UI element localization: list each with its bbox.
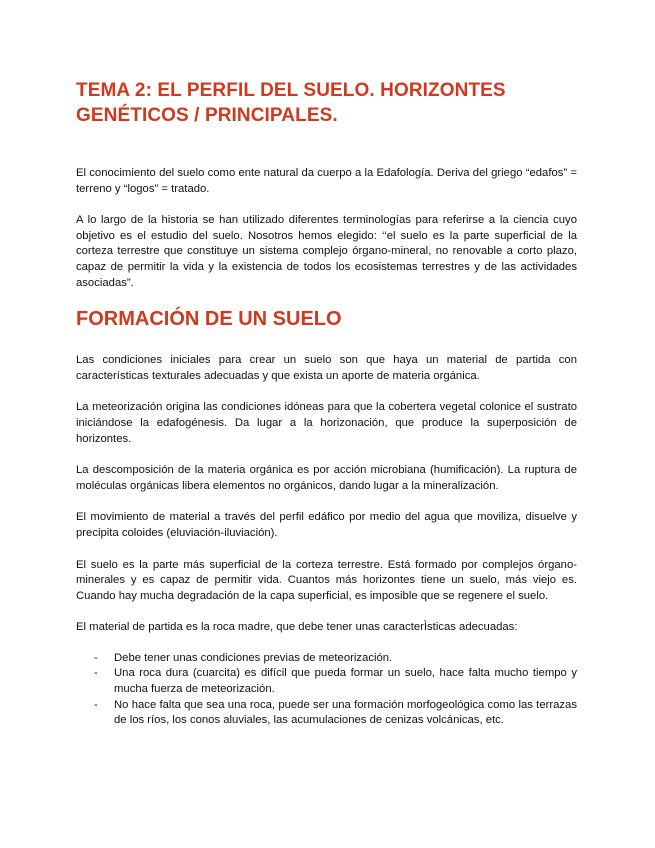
bullet-dash: -	[94, 698, 98, 711]
section-paragraph-3: La descomposición de la materia orgánica es por acción microbiana (humificación). La ruptura de moléculas orgánicas libera elementos no orgánicos, dando lugar a la mineralización.	[76, 464, 577, 492]
bullet-dash: -	[94, 651, 98, 664]
list-item	[94, 651, 577, 667]
list-item-text: No hace falta que sea una roca, puede ser una formación morfogeológica como las terrazas de los ríos, los conos aluviales, las acumulaciones de cenizas volcánicas, etc.	[114, 698, 577, 727]
section-paragraph-2: La meteorización origina las condiciones idóneas para que la cobertera vegetal colonice el sustrato iniciándose la edafogénesis. Da lugar a la horizonación, que produce la superposición de horizontes.	[76, 401, 577, 445]
list-item-text: Una roca dura (cuarcita) es difícil que pueda formar un suelo, hace falta mucho tiempo y mucha fuerza de meteorización.	[114, 667, 577, 696]
section-paragraph-1: Las condiciones iniciales para crear un suelo son que haya un material de partida con características texturales adecuadas y que exista un aporte de materia orgánica.	[76, 354, 577, 382]
intro-paragraph-2: A lo largo de la historia se han utilizado diferentes terminologías para referirse a la ciencia cuyo objetivo es el estudio del suelo. Nosotros hemos elegido: ‘‘el suelo es la parte superficial de la corteza terrestre que constituye un sistema complejo órgano-mineral, no renovable a corto plazo, capaz de permitir la vida y la existencia de todos los ecosistemas terrestres y de las actividades asociadas”.	[76, 214, 577, 289]
document-title: TEMA 2: EL PERFIL DEL SUELO. HORIZONTES GENÉTICOS / PRINCIPALES.	[76, 80, 506, 126]
bullet-dash: -	[94, 667, 98, 680]
section-paragraph-5: El suelo es la parte más superficial de la corteza terrestre. Está formado por complejos órgano-minerales y es capaz de permitir vida. Cuantos más horizontes tiene un suelo, más viejo es. Cuando hay mucha degradación de la capa superficial, es imposible que se regenere el suelo.	[76, 558, 577, 602]
section-paragraph-6: El material de partida es la roca madre, que debe tener unas caracterÌsticas adecuadas:	[76, 621, 518, 634]
list-item	[94, 666, 577, 697]
intro-paragraph-1: El conocimiento del suelo como ente natural da cuerpo a la Edafología. Deriva del griego “edafos” = terreno y “logos” = tratado.	[76, 167, 577, 195]
list-item	[94, 698, 577, 729]
list-item-text: Debe tener unas condiciones previas de meteorización.	[114, 651, 393, 664]
section-heading: FORMACIÓN DE UN SUELO	[76, 308, 342, 331]
section-paragraph-4: El movimiento de material a través del perfil edáfico por medio del agua que moviliza, disuelve y precipita coloides (eluviación-iluviación).	[76, 511, 577, 539]
bullet-list	[76, 651, 577, 729]
